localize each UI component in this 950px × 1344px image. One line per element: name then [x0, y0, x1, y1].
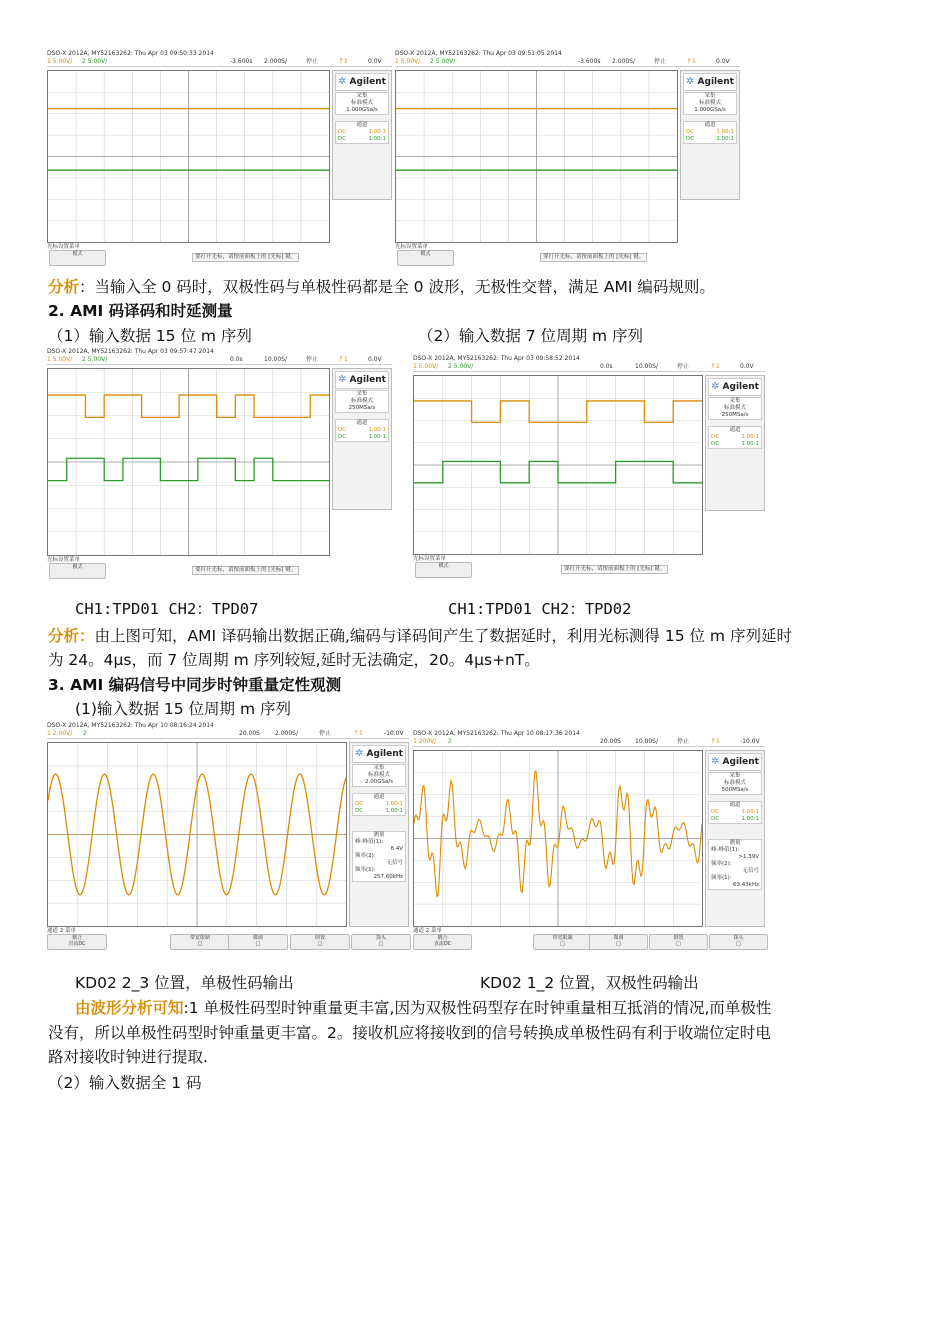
- channel-panel: [335, 419, 389, 442]
- acq-mode: 标准模式: [350, 100, 373, 106]
- scope-model: DSO-X 2012A, MY52163262: Thu Apr 10 08:16:24 2014: [47, 722, 214, 729]
- run-mode: 停止: [319, 730, 332, 737]
- ch1-probe: 1.00:1: [741, 809, 759, 815]
- acq-mode: 标准模式: [723, 780, 746, 786]
- acq-panel: [335, 92, 389, 115]
- ch1-scale: 1 2.00V/: [47, 730, 73, 737]
- meas-1-label: 峰-峰值(1):: [355, 839, 384, 845]
- acq-mode: 标准模式: [367, 772, 390, 778]
- softkey-label: 带宽限制: [552, 935, 573, 941]
- scope-header: [47, 50, 392, 72]
- scope-5: [47, 722, 409, 955]
- softkey-sub: 直流DC: [68, 941, 86, 947]
- caption-1: CH1:TPD01 CH2：TPD07: [75, 600, 259, 618]
- ch1-coupling: DC: [338, 129, 347, 135]
- run-mode: 停止: [677, 738, 690, 745]
- ch1-scale: 1 200V/: [413, 738, 437, 745]
- section-3-sub1: (1)输入数据 15 位周期 m 序列: [75, 700, 291, 718]
- caption-4: KD02 1_2 位置，双极性码输出: [480, 974, 699, 992]
- softkey-label: 微调: [252, 935, 263, 941]
- scope-graticule: [395, 70, 678, 243]
- acq-panel: [335, 390, 389, 413]
- trigger: f 1: [340, 356, 348, 363]
- softkey-label: 倒置: [673, 935, 684, 941]
- analysis-1-label: 分析: [48, 278, 80, 296]
- agilent-logo: ✲ Agilent: [683, 73, 737, 91]
- scope-header: [395, 50, 740, 72]
- delay: 0.0s: [230, 356, 243, 363]
- meas-2-label: 频率(2):: [711, 861, 732, 867]
- scope-3: [47, 348, 392, 578]
- scope-4: [413, 355, 765, 577]
- run-mode: 停止: [654, 58, 667, 65]
- softkey-b2[interactable]: 带宽限制 □: [170, 934, 230, 950]
- ch2-scale: 2 5.00V/: [448, 363, 474, 370]
- scope-side-panel: [705, 750, 765, 927]
- footer-title: 光标设置菜单: [47, 557, 81, 563]
- softkey-label: 带宽限制: [189, 935, 210, 941]
- ch1-probe: 1.00:1: [716, 129, 734, 135]
- meas-2-label: 频率(2):: [355, 853, 376, 859]
- softkey-b3[interactable]: 微调 □: [228, 934, 288, 950]
- ch1-scale: 1 5.00V/: [395, 58, 421, 65]
- caption-2: CH1:TPD01 CH2：TPD02: [448, 600, 632, 618]
- cursor-hint: 要打开光标，请按前面板上的 [光标] 键。: [561, 565, 668, 574]
- section-2-title: 2. AMI 码译码和时延测量: [48, 302, 233, 320]
- timebase: 2.000S/: [264, 58, 288, 65]
- meas-2-value: 无信号: [742, 868, 759, 874]
- meas-1-label: 峰-峰值(1):: [711, 847, 740, 853]
- scope-side-panel: [332, 368, 392, 510]
- ch2-probe: 1.00:1: [368, 136, 386, 142]
- ch2-scale: 2: [83, 730, 87, 737]
- scope-status-bar: [413, 363, 765, 372]
- scope-graticule: [413, 375, 703, 555]
- analysis-3-line2: 没有，所以单极性码型时钟重量更丰富。2。接收机应将接收到的信号转换成单极性码有利于收端位定时电: [48, 1024, 771, 1042]
- softkey-label: 微调: [613, 935, 624, 941]
- analysis-3-line1: [75, 997, 771, 1019]
- trigger-level: -10.0V: [384, 730, 404, 737]
- agilent-logo: ✲ Agilent: [352, 745, 406, 763]
- cursor-mode-button[interactable]: [397, 250, 454, 266]
- measure-panel: [352, 831, 406, 882]
- scope-header: [413, 730, 765, 752]
- ch2-probe: 1.00:1: [741, 816, 759, 822]
- cursor-hint: 要打开光标，请按前面板上的 [光标] 键。: [540, 253, 647, 262]
- scope-header: [413, 355, 765, 377]
- analysis-1-text: ：当输入全 0 码时，双极性码与单极性码都是全 0 波形，无极性交替，满足 AMI 编码规则。: [79, 278, 715, 296]
- trigger: f 1: [355, 730, 363, 737]
- ch2-coupling: DC: [711, 441, 720, 447]
- ch2-coupling: DC: [338, 434, 347, 440]
- waveform-svg: [48, 369, 329, 555]
- agilent-logo: ✲ Agilent: [335, 73, 389, 91]
- softkey-label: 模式: [72, 564, 83, 570]
- trigger-level: -10.0V: [740, 738, 760, 745]
- softkey-b5[interactable]: 探头 □: [351, 934, 411, 950]
- timebase: 2.000S/: [612, 58, 636, 65]
- delay: -3.600s: [230, 58, 253, 65]
- cursor-hint: 要打开光标，请按前面板上的 [光标] 键。: [192, 566, 299, 575]
- ch2-scale: 2 5.00V/: [82, 58, 108, 65]
- agilent-logo: ✲ Agilent: [335, 371, 389, 389]
- meas-1-value: >1.39V: [738, 854, 759, 860]
- acq-title: 采集: [356, 391, 368, 397]
- timebase: 10.00S/: [635, 363, 659, 370]
- acq-title: 采集: [704, 93, 716, 99]
- scope-2: [395, 50, 740, 265]
- waveform-svg: [414, 751, 702, 926]
- acq-title: 采集: [729, 398, 741, 404]
- measure-panel: [708, 839, 762, 890]
- ch2-scale: 2: [448, 738, 452, 745]
- acq-rate: 250MSa/s: [721, 412, 749, 418]
- scope-model: DSO-X 2012A, MY52163262: Thu Apr 03 09:57:47 2014: [47, 348, 214, 355]
- softkey-b3[interactable]: 微调 □: [589, 934, 648, 950]
- softkey-label: 探头: [375, 935, 386, 941]
- ch1-probe: 1.00:1: [368, 427, 386, 433]
- analysis-3-label: 由波形分析可知: [75, 999, 184, 1017]
- caption-3: KD02 2_3 位置，单极性码输出: [75, 974, 294, 992]
- trigger-level: 0.0V: [740, 363, 754, 370]
- analysis-2-label: 分析：: [48, 627, 95, 645]
- trigger-level: 0.0V: [368, 58, 382, 65]
- channel-panel: [352, 793, 406, 816]
- scope-footer: [47, 242, 392, 265]
- scope-1: [47, 50, 392, 265]
- acq-title: 采集: [356, 93, 368, 99]
- scope-status-bar: [395, 58, 740, 67]
- trigger: f 1: [712, 738, 720, 745]
- footer-title: 光标设置菜单: [413, 556, 447, 562]
- ch1-coupling: DC: [711, 809, 720, 815]
- meas-2-value: 无信号: [386, 860, 403, 866]
- ch2-probe: 1.00:1: [741, 441, 759, 447]
- scope-footer: [413, 926, 765, 955]
- analysis-3-line3: 路对接收时钟进行提取.: [48, 1048, 208, 1066]
- softkey-label: 耦合: [437, 935, 448, 941]
- ch2-scale: 2 5.00V/: [82, 356, 108, 363]
- timebase: 2.000S/: [275, 730, 299, 737]
- meas-3-label: 频率(1):: [711, 875, 732, 881]
- acq-rate: 1.000GSa/s: [346, 107, 378, 113]
- scope-footer: [47, 555, 392, 578]
- chan-title: 通道: [704, 122, 716, 128]
- footer-title: 光标设置菜单: [395, 244, 429, 250]
- softkey-label: 模式: [72, 251, 83, 257]
- channel-panel: [335, 121, 389, 144]
- softkey-label: 模式: [420, 251, 431, 257]
- scope-6: [413, 730, 765, 955]
- analysis-2-line2: 为 24。4μs，而 7 位周期 m 序列较短,延时无法确定，20。4μs+nT。: [48, 651, 540, 669]
- ch2-scale: 2 5.00V/: [430, 58, 456, 65]
- scope-model: DSO-X 2012A, MY52163262: Thu Apr 10 08:17:36 2014: [413, 730, 580, 737]
- trigger: f 1: [688, 58, 696, 65]
- ch2-coupling: DC: [686, 136, 695, 142]
- scope-side-panel: [349, 742, 409, 927]
- analysis-1: [48, 276, 715, 298]
- delay: -3.600s: [578, 58, 601, 65]
- scope-status-bar: [413, 738, 765, 747]
- chan-title: 通道: [729, 427, 741, 433]
- scope-header: [47, 348, 392, 370]
- scope-side-panel: [332, 70, 392, 200]
- chan-title: 通道: [373, 794, 385, 800]
- acq-panel: [683, 92, 737, 115]
- scope-model: DSO-X 2012A, MY52163262: Thu Apr 03 09:50:33 2014: [47, 50, 214, 57]
- scope-side-panel: [680, 70, 740, 200]
- scope-status-bar: [47, 356, 392, 365]
- softkey-b4[interactable]: 倒置 □: [290, 934, 350, 950]
- acq-rate: 2.00GSa/s: [364, 779, 394, 785]
- footer-title: 通道 2 菜单: [413, 928, 442, 934]
- scope-footer: [413, 554, 765, 577]
- acq-mode: 标准模式: [350, 398, 373, 404]
- scope-status-bar: [47, 58, 392, 67]
- agilent-logo: ✲ Agilent: [708, 753, 762, 771]
- acq-title: 采集: [373, 765, 385, 771]
- chan-title: 通道: [729, 802, 741, 808]
- ch1-coupling: DC: [686, 129, 695, 135]
- trigger-level: 0.0V: [368, 356, 382, 363]
- ch1-coupling: DC: [355, 801, 364, 807]
- section-2-sub1: （1）输入数据 15 位 m 序列: [48, 327, 252, 345]
- ch1-probe: 1.00:1: [741, 434, 759, 440]
- section-2-sub2: （2）输入数据 7 位周期 m 序列: [418, 327, 644, 345]
- ch2-probe: 1.00:1: [385, 808, 403, 814]
- softkey-b1[interactable]: [47, 934, 107, 950]
- cursor-hint: 要打开光标，请按前面板上的 [光标] 键。: [192, 253, 299, 262]
- softkey-b5[interactable]: 探头 □: [709, 934, 768, 950]
- meas-title: 测量: [373, 832, 385, 838]
- scope-header: [47, 722, 409, 744]
- scope-graticule: [413, 750, 703, 927]
- delay: 20.00S: [239, 730, 260, 737]
- softkey-sub: 直流DC: [433, 941, 452, 947]
- run-mode: 停止: [306, 58, 319, 65]
- waveform-svg: [396, 71, 677, 242]
- analysis-2-line1: [48, 625, 792, 647]
- waveform-svg: [48, 71, 329, 242]
- analysis-3-text1: :1 单极性码型时钟重量更丰富,因为双极性码型存在时钟重量相互抵消的情况,而单极性: [183, 999, 772, 1017]
- meas-3-label: 频率(1):: [355, 867, 376, 873]
- softkey-label: 模式: [438, 563, 449, 569]
- scope-graticule: [47, 742, 347, 927]
- ch1-probe: 1.00:1: [368, 129, 386, 135]
- scope-model: DSO-X 2012A, MY52163262: Thu Apr 03 09:58:52 2014: [413, 355, 580, 362]
- softkey-b2[interactable]: 带宽限制 □: [533, 934, 592, 950]
- acq-rate: 250MSa/s: [348, 405, 376, 411]
- acq-mode: 标准模式: [698, 100, 721, 106]
- delay: 0.0s: [600, 363, 613, 370]
- analysis-2-text1: 由上图可知，AMI 译码输出数据正确,编码与译码间产生了数据延时，利用光标测得 15 位 m 序列延时: [94, 627, 792, 645]
- cursor-mode-button[interactable]: [49, 250, 106, 266]
- meas-1-value: 8.4V: [390, 846, 403, 852]
- section-3-title: 3. AMI 编码信号中同步时钟重量定性观测: [48, 676, 342, 694]
- channel-panel: [708, 426, 762, 449]
- ch2-coupling: DC: [355, 808, 364, 814]
- acq-panel: [708, 397, 762, 420]
- delay: 20.00S: [600, 738, 621, 745]
- scope-model: DSO-X 2012A, MY52163262: Thu Apr 03 09:51:05 2014: [395, 50, 562, 57]
- chan-title: 通道: [356, 122, 368, 128]
- ch2-coupling: DC: [338, 136, 347, 142]
- trigger: f 1: [340, 58, 348, 65]
- scope-footer: [47, 926, 409, 955]
- acq-title: 采集: [729, 773, 741, 779]
- channel-panel: [683, 121, 737, 144]
- waveform-svg: [48, 743, 346, 926]
- cursor-mode-button[interactable]: [49, 563, 106, 579]
- acq-rate: 500MSa/s: [721, 787, 749, 793]
- footer-title: 光标设置菜单: [47, 244, 81, 250]
- acq-panel: [708, 772, 762, 795]
- trigger-level: 0.0V: [716, 58, 730, 65]
- acq-panel: [352, 764, 406, 787]
- scope-graticule: [47, 70, 330, 243]
- cursor-mode-button[interactable]: [415, 562, 472, 578]
- meas-3-value: 63.43kHz: [733, 882, 759, 888]
- trigger: f 1: [712, 363, 720, 370]
- waveform-svg: [414, 376, 702, 554]
- softkey-label: 耦合: [71, 935, 82, 941]
- chan-title: 通道: [356, 420, 368, 426]
- acq-rate: 1.000GSa/s: [694, 107, 726, 113]
- softkey-b1[interactable]: [413, 934, 472, 950]
- timebase: 10.00S/: [635, 738, 659, 745]
- softkey-label: 倒置: [314, 935, 325, 941]
- meas-title: 测量: [729, 840, 741, 846]
- ch1-scale: 1 5.00V/: [413, 363, 439, 370]
- scope-footer: [395, 242, 740, 265]
- scope-side-panel: [705, 375, 765, 511]
- ch1-probe: 1.00:1: [385, 801, 403, 807]
- softkey-b4[interactable]: 倒置 □: [649, 934, 708, 950]
- ch2-probe: 1.00:1: [368, 434, 386, 440]
- agilent-logo: ✲ Agilent: [708, 378, 762, 396]
- scope-graticule: [47, 368, 330, 556]
- run-mode: 停止: [306, 356, 319, 363]
- footer-title: 通道 2 菜单: [47, 928, 76, 934]
- ch2-coupling: DC: [711, 816, 720, 822]
- section-3-sub2: （2）输入数据全 1 码: [48, 1074, 202, 1092]
- channel-panel: [708, 801, 762, 824]
- ch2-probe: 1.00:1: [716, 136, 734, 142]
- ch1-coupling: DC: [711, 434, 720, 440]
- acq-mode: 标准模式: [723, 405, 746, 411]
- run-mode: 停止: [677, 363, 690, 370]
- ch1-scale: 1 5.00V/: [47, 356, 73, 363]
- timebase: 10.00S/: [264, 356, 288, 363]
- ch1-coupling: DC: [338, 427, 347, 433]
- meas-3-value: 257.60kHz: [373, 874, 403, 880]
- ch1-scale: 1 5.00V/: [47, 58, 73, 65]
- softkey-label: 探头: [733, 935, 744, 941]
- scope-status-bar: [47, 730, 409, 739]
